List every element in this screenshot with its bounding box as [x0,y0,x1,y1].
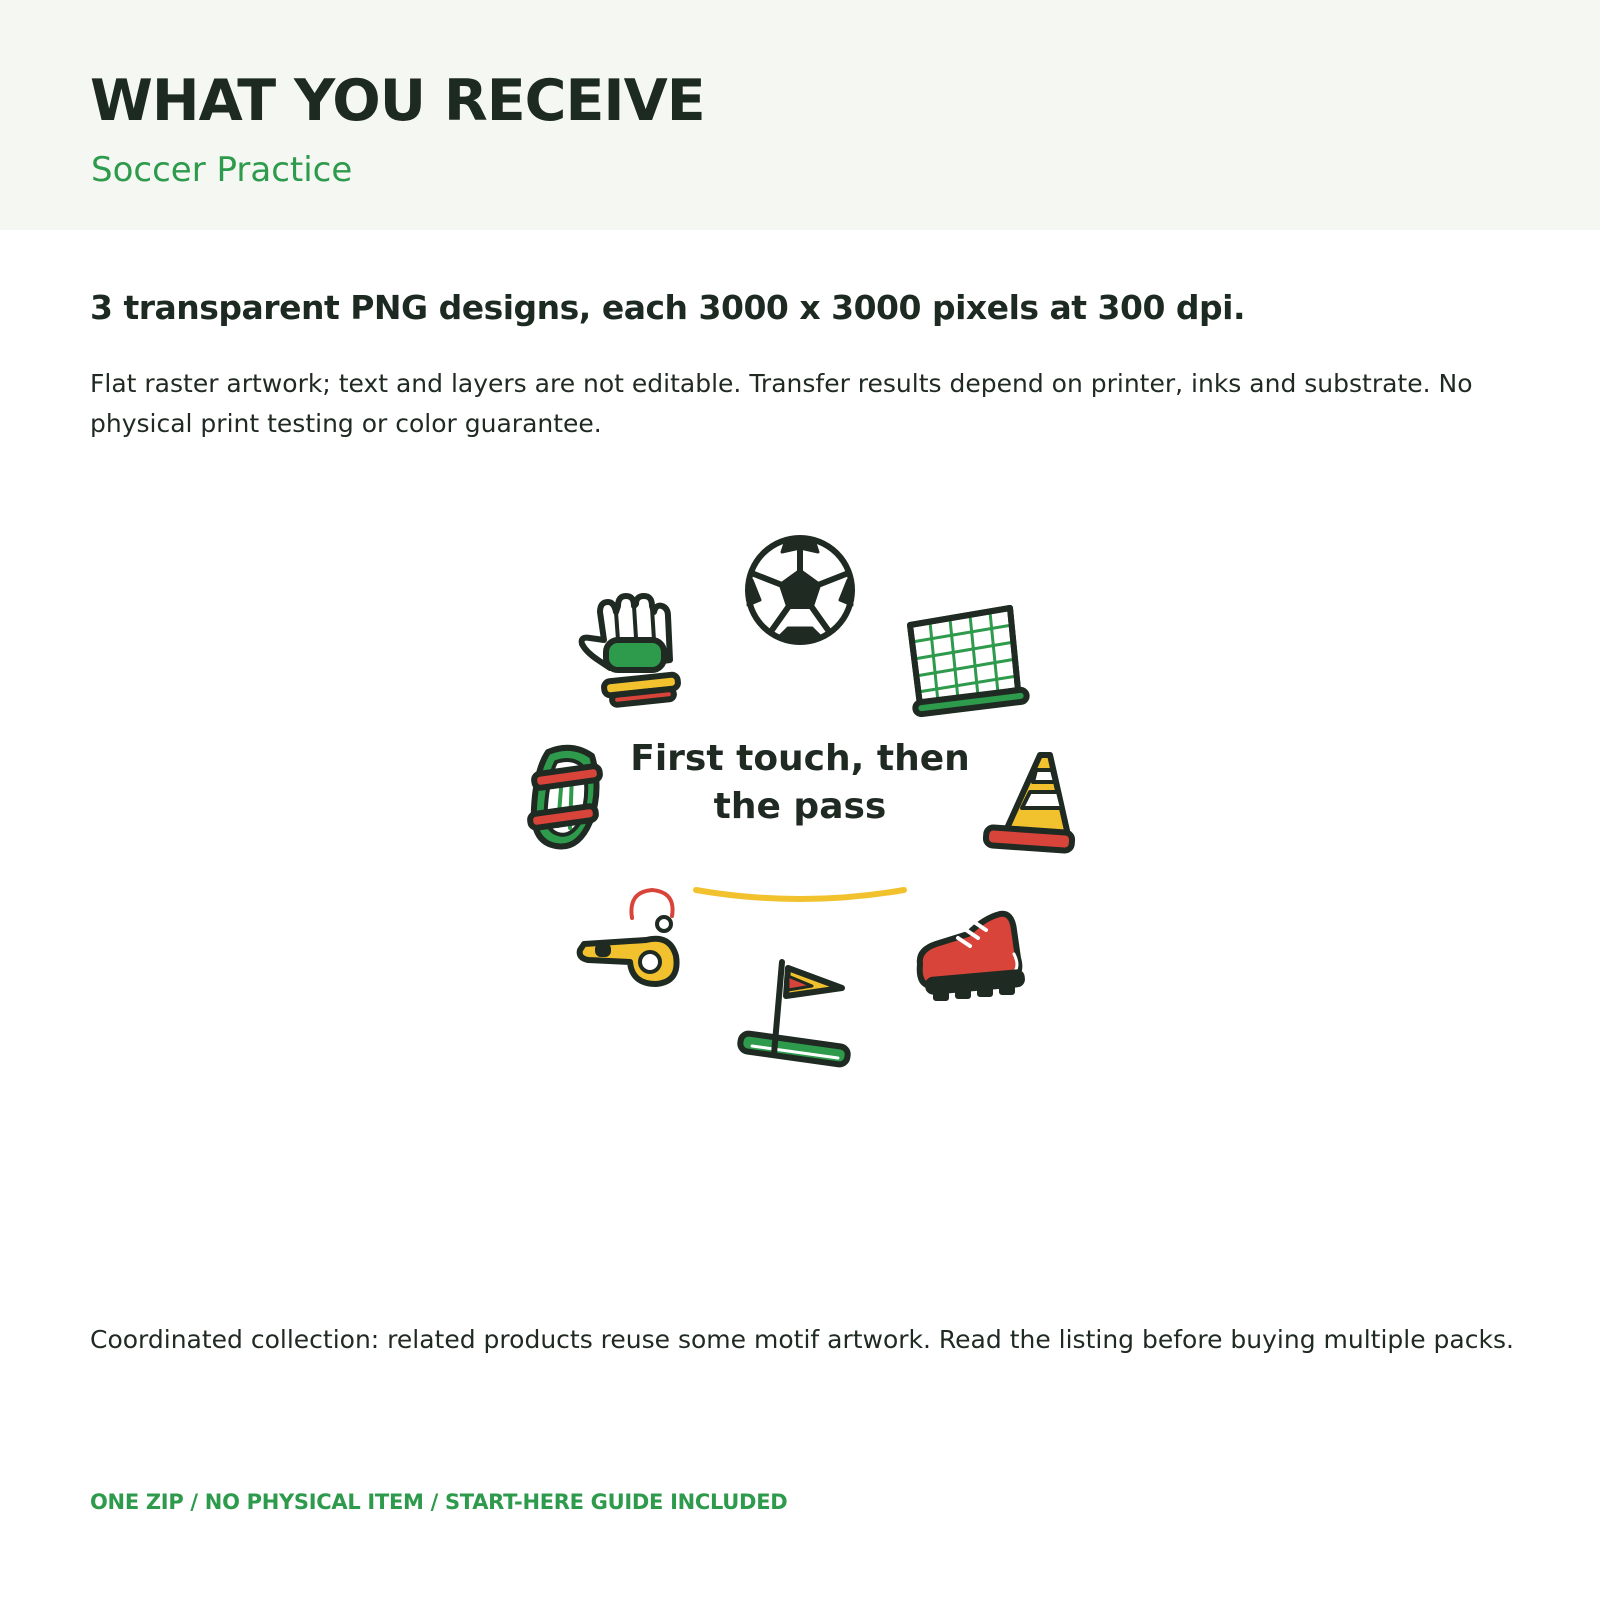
whistle-icon [580,890,677,984]
collection-note: Coordinated collection: related products reuse some motif artwork. Read the listing before buying multiple packs. [90,1325,1514,1354]
page-title: WHAT YOU RECEIVE [90,68,705,134]
decorative-underline [696,890,904,899]
soccer-cleat-icon [920,914,1023,998]
goalkeeper-glove-icon [582,596,679,705]
shin-guard-icon [529,748,600,847]
corner-flag-icon [739,962,848,1065]
product-description: Flat raster artwork; text and layers are not editable. Transfer results depend on printer, inks and substrate. No physical print testing or color guarantee. [90,369,1473,438]
artwork-caption [600,735,1000,831]
page-subtitle: Soccer Practice [91,150,353,190]
artwork-caption-line2: the pass [713,786,887,827]
header-band [0,0,1600,230]
goal-net-icon [910,608,1027,715]
soccer-ball-icon [748,538,852,642]
product-headline: 3 transparent PNG designs, each 3000 x 3000 pixels at 300 dpi. [90,288,1246,327]
artwork-caption-line1: First touch, then [630,738,970,779]
footer-tagline: ONE ZIP / NO PHYSICAL ITEM / START-HERE GUIDE INCLUDED [90,1490,788,1514]
